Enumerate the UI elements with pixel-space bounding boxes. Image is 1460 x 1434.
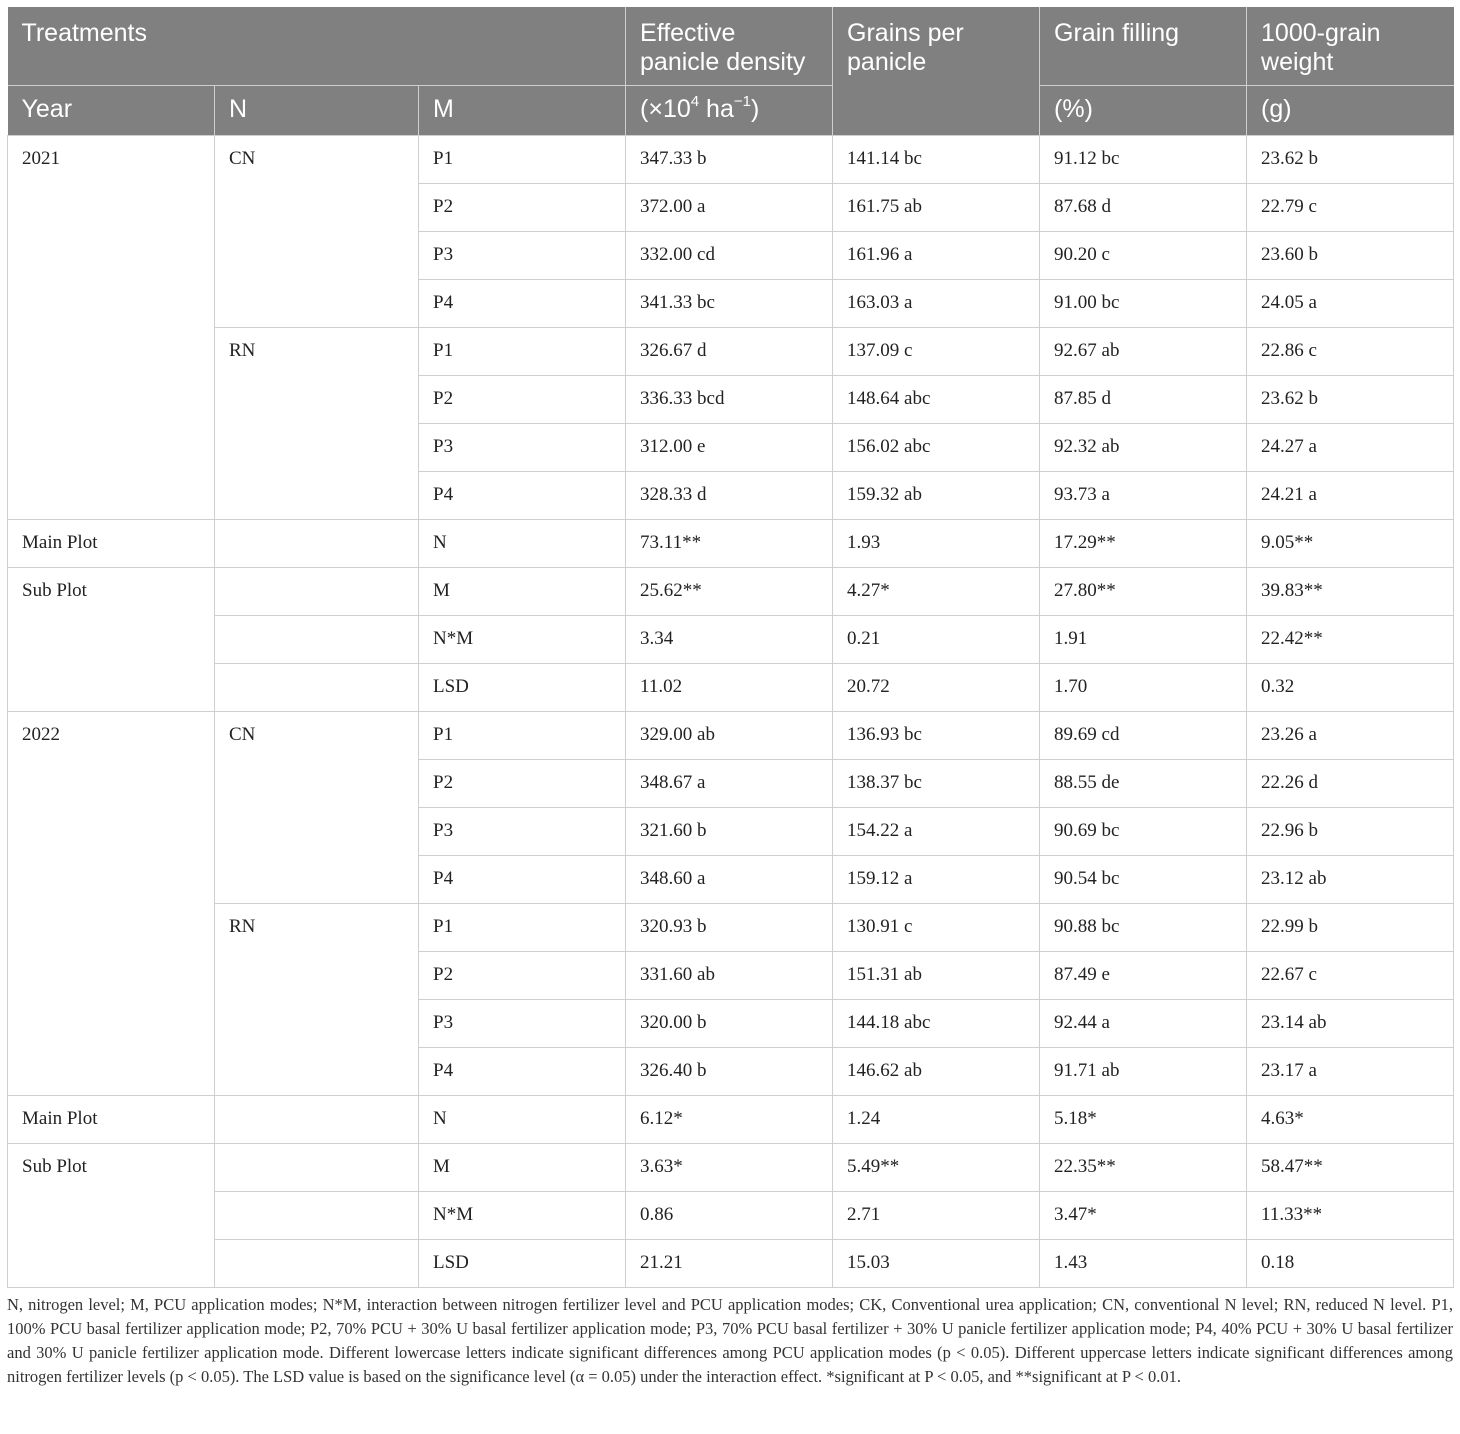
cell-density: 321.60 b	[626, 808, 833, 856]
cell-weight: 11.33**	[1247, 1192, 1454, 1240]
cell-density: 0.86	[626, 1192, 833, 1240]
header-year: Year	[8, 86, 215, 136]
cell-weight: 23.62 b	[1247, 136, 1454, 184]
cell-filling: 22.35**	[1040, 1144, 1247, 1192]
cell-density: 3.63*	[626, 1144, 833, 1192]
cell-density: 21.21	[626, 1240, 833, 1288]
cell-m: P3	[419, 1000, 626, 1048]
cell-filling: 91.00 bc	[1040, 280, 1247, 328]
cell-weight: 23.17 a	[1247, 1048, 1454, 1096]
cell-weight: 22.26 d	[1247, 760, 1454, 808]
cell-m: P3	[419, 424, 626, 472]
cell-grains: 163.03 a	[833, 280, 1040, 328]
cell-filling: 3.47*	[1040, 1192, 1247, 1240]
cell-grains: 148.64 abc	[833, 376, 1040, 424]
cell-grains: 2.71	[833, 1192, 1040, 1240]
cell-grains: 137.09 c	[833, 328, 1040, 376]
cell-filling: 92.32 ab	[1040, 424, 1247, 472]
cell-n: CN	[215, 136, 419, 328]
cell-m: N	[419, 1096, 626, 1144]
cell-weight: 24.27 a	[1247, 424, 1454, 472]
cell-grains: 156.02 abc	[833, 424, 1040, 472]
table-row	[8, 328, 1454, 376]
cell-filling: 89.69 cd	[1040, 712, 1247, 760]
table-container	[7, 7, 1453, 1389]
cell-density: 332.00 cd	[626, 232, 833, 280]
cell-m: LSD	[419, 664, 626, 712]
table-body	[8, 136, 1454, 1288]
cell-density: 11.02	[626, 664, 833, 712]
header-grains-per-panicle: Grains per panicle	[833, 7, 1040, 136]
cell-filling: 87.68 d	[1040, 184, 1247, 232]
cell-filling: 90.20 c	[1040, 232, 1247, 280]
cell-year: 2021	[8, 136, 215, 520]
cell-density: 336.33 bcd	[626, 376, 833, 424]
cell-weight: 23.60 b	[1247, 232, 1454, 280]
cell-m: P4	[419, 1048, 626, 1096]
cell-filling: 27.80**	[1040, 568, 1247, 616]
cell-m: P1	[419, 712, 626, 760]
cell-m: N*M	[419, 616, 626, 664]
cell-n: RN	[215, 904, 419, 1096]
cell-filling: 90.54 bc	[1040, 856, 1247, 904]
cell-density: 326.67 d	[626, 328, 833, 376]
cell-grains: 15.03	[833, 1240, 1040, 1288]
cell-density: 329.00 ab	[626, 712, 833, 760]
cell-filling: 17.29**	[1040, 520, 1247, 568]
cell-filling: 87.49 e	[1040, 952, 1247, 1000]
cell-density: 25.62**	[626, 568, 833, 616]
cell-m: P3	[419, 232, 626, 280]
cell-grains: 0.21	[833, 616, 1040, 664]
cell-n	[215, 1192, 419, 1240]
cell-n	[215, 520, 419, 568]
cell-grains: 1.93	[833, 520, 1040, 568]
header-filling-unit: (%)	[1040, 86, 1247, 136]
cell-filling: 1.70	[1040, 664, 1247, 712]
cell-grains: 4.27*	[833, 568, 1040, 616]
cell-n: CN	[215, 712, 419, 904]
cell-filling: 92.44 a	[1040, 1000, 1247, 1048]
cell-m: LSD	[419, 1240, 626, 1288]
cell-year: 2022	[8, 712, 215, 1096]
cell-m: P4	[419, 856, 626, 904]
cell-n	[215, 616, 419, 664]
table-row	[8, 1144, 1454, 1192]
cell-filling: 5.18*	[1040, 1096, 1247, 1144]
cell-grains: 159.32 ab	[833, 472, 1040, 520]
header-treatments: Treatments	[8, 7, 626, 86]
cell-density: 326.40 b	[626, 1048, 833, 1096]
cell-density: 341.33 bc	[626, 280, 833, 328]
cell-year: Sub Plot	[8, 1144, 215, 1288]
density-unit-sup2: −1	[733, 92, 751, 110]
table-row	[8, 1240, 1454, 1288]
cell-grains: 141.14 bc	[833, 136, 1040, 184]
cell-year: Main Plot	[8, 1096, 215, 1144]
cell-m: P2	[419, 952, 626, 1000]
cell-weight: 4.63*	[1247, 1096, 1454, 1144]
cell-grains: 20.72	[833, 664, 1040, 712]
cell-weight: 23.12 ab	[1247, 856, 1454, 904]
table-row	[8, 520, 1454, 568]
density-unit-post: )	[750, 95, 760, 123]
cell-grains: 151.31 ab	[833, 952, 1040, 1000]
cell-m: P1	[419, 328, 626, 376]
cell-m: P2	[419, 376, 626, 424]
cell-weight: 22.86 c	[1247, 328, 1454, 376]
density-unit-pre: (×10	[640, 95, 691, 123]
cell-year: Main Plot	[8, 520, 215, 568]
cell-n	[215, 1096, 419, 1144]
table-row	[8, 1096, 1454, 1144]
header-grain-filling: Grain filling	[1040, 7, 1247, 86]
table-row	[8, 568, 1454, 616]
table-row	[8, 664, 1454, 712]
cell-density: 6.12*	[626, 1096, 833, 1144]
header-effective-panicle-density: Effective panicle density	[626, 7, 833, 86]
header-1000-grain-weight: 1000-grain weight	[1247, 7, 1454, 86]
cell-m: P1	[419, 136, 626, 184]
cell-grains: 146.62 ab	[833, 1048, 1040, 1096]
cell-weight: 22.99 b	[1247, 904, 1454, 952]
cell-filling: 92.67 ab	[1040, 328, 1247, 376]
cell-weight: 22.42**	[1247, 616, 1454, 664]
cell-grains: 5.49**	[833, 1144, 1040, 1192]
cell-density: 312.00 e	[626, 424, 833, 472]
cell-m: P4	[419, 280, 626, 328]
cell-weight: 0.32	[1247, 664, 1454, 712]
cell-density: 348.60 a	[626, 856, 833, 904]
cell-weight: 24.05 a	[1247, 280, 1454, 328]
cell-year: Sub Plot	[8, 568, 215, 712]
cell-weight: 58.47**	[1247, 1144, 1454, 1192]
table-row	[8, 1192, 1454, 1240]
table-row	[8, 136, 1454, 184]
cell-grains: 136.93 bc	[833, 712, 1040, 760]
cell-weight: 24.21 a	[1247, 472, 1454, 520]
cell-density: 3.34	[626, 616, 833, 664]
cell-density: 328.33 d	[626, 472, 833, 520]
cell-weight: 22.67 c	[1247, 952, 1454, 1000]
cell-filling: 1.43	[1040, 1240, 1247, 1288]
table-row	[8, 904, 1454, 952]
cell-m: N*M	[419, 1192, 626, 1240]
cell-filling: 87.85 d	[1040, 376, 1247, 424]
table-footnote: N, nitrogen level; M, PCU application modes; N*M, interaction between nitrogen fertilizer level and PCU application modes; CK, Conventional urea application; CN, conventional N level; RN, reduced N level. P1, 100% PCU basal fertilizer application mode; P2, 70% PCU + 30% U basal fertilizer application mode; P3, 70% PCU basal fertilizer + 30% U panicle fertilizer application mode; P4, 40% PCU + 30% U basal fertilizer and 30% U panicle fertilizer application mode. Different lowercase letters indicate significant differences among PCU application modes (p < 0.05). Different uppercase letters indicate significant differences among nitrogen fertilizer levels (p < 0.05). The LSD value is based on the significance level (α = 0.05) under the interaction effect. *significant at P < 0.05, and **significant at P < 0.01.	[7, 1295, 1453, 1386]
cell-m: P2	[419, 760, 626, 808]
cell-m: N	[419, 520, 626, 568]
cell-weight: 39.83**	[1247, 568, 1454, 616]
cell-density: 348.67 a	[626, 760, 833, 808]
cell-m: P1	[419, 904, 626, 952]
cell-m: M	[419, 568, 626, 616]
cell-filling: 90.88 bc	[1040, 904, 1247, 952]
cell-grains: 130.91 c	[833, 904, 1040, 952]
cell-n: RN	[215, 328, 419, 520]
cell-n	[215, 1144, 419, 1192]
table-row	[8, 712, 1454, 760]
cell-filling: 93.73 a	[1040, 472, 1247, 520]
header-m: M	[419, 86, 626, 136]
cell-grains: 161.75 ab	[833, 184, 1040, 232]
density-unit-mid: ha	[699, 95, 734, 123]
cell-filling: 1.91	[1040, 616, 1247, 664]
cell-filling: 90.69 bc	[1040, 808, 1247, 856]
cell-weight: 23.62 b	[1247, 376, 1454, 424]
cell-m: P2	[419, 184, 626, 232]
cell-weight: 23.26 a	[1247, 712, 1454, 760]
cell-n	[215, 664, 419, 712]
cell-weight: 0.18	[1247, 1240, 1454, 1288]
cell-n	[215, 1240, 419, 1288]
cell-grains: 154.22 a	[833, 808, 1040, 856]
cell-grains: 138.37 bc	[833, 760, 1040, 808]
cell-grains: 1.24	[833, 1096, 1040, 1144]
cell-filling: 91.12 bc	[1040, 136, 1247, 184]
cell-filling: 88.55 de	[1040, 760, 1247, 808]
cell-density: 331.60 ab	[626, 952, 833, 1000]
header-density-unit	[626, 86, 833, 136]
cell-density: 320.93 b	[626, 904, 833, 952]
cell-grains: 144.18 abc	[833, 1000, 1040, 1048]
cell-grains: 159.12 a	[833, 856, 1040, 904]
cell-density: 73.11**	[626, 520, 833, 568]
cell-m: M	[419, 1144, 626, 1192]
cell-grains: 161.96 a	[833, 232, 1040, 280]
cell-weight: 23.14 ab	[1247, 1000, 1454, 1048]
table-row	[8, 616, 1454, 664]
cell-m: P3	[419, 808, 626, 856]
header-n: N	[215, 86, 419, 136]
cell-density: 347.33 b	[626, 136, 833, 184]
cell-density: 320.00 b	[626, 1000, 833, 1048]
cell-n	[215, 568, 419, 616]
cell-weight: 22.79 c	[1247, 184, 1454, 232]
yield-components-table	[7, 7, 1454, 1288]
cell-m: P4	[419, 472, 626, 520]
cell-filling: 91.71 ab	[1040, 1048, 1247, 1096]
header-weight-unit: (g)	[1247, 86, 1454, 136]
cell-weight: 22.96 b	[1247, 808, 1454, 856]
cell-density: 372.00 a	[626, 184, 833, 232]
cell-weight: 9.05**	[1247, 520, 1454, 568]
density-unit-sup1: 4	[690, 92, 700, 110]
